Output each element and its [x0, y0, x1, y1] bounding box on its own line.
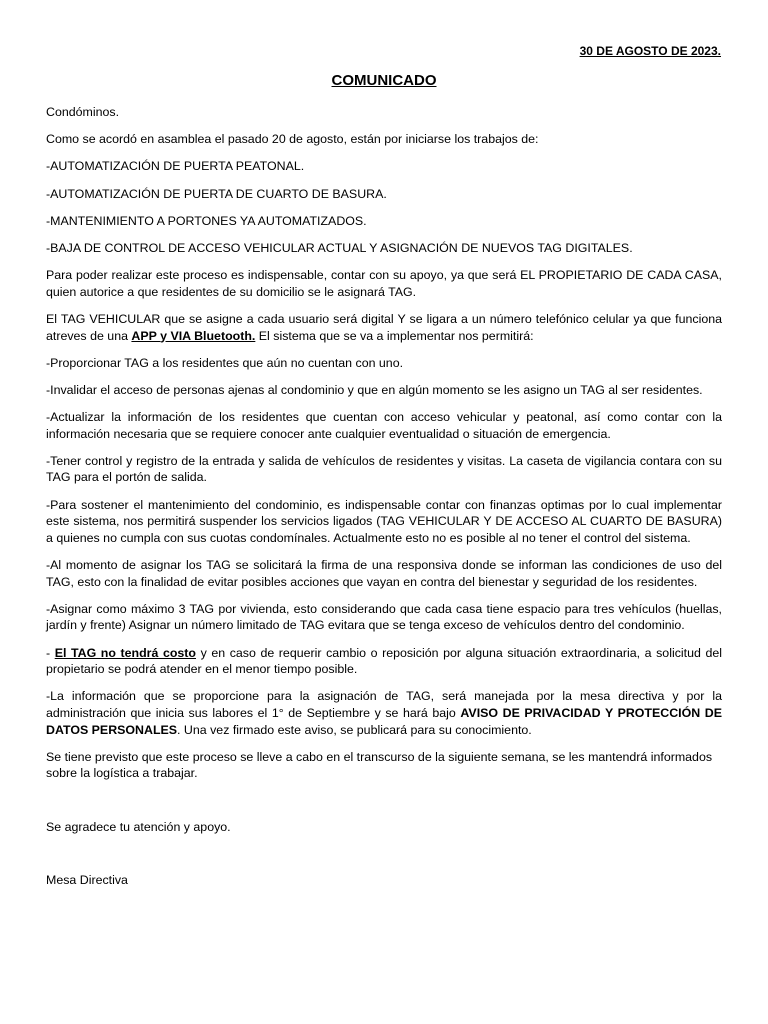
privacy-notice-emphasis: AVISO DE PRIVACIDAD Y PROTECCIÓN DE DATOS PERSONALES — [46, 705, 722, 737]
text-run: -La información que se proporcione para la asignación de TAG, será manejada por la mesa directiva y por la administración que inicia sus labores el 1° de Septiembre y se hará bajo — [46, 689, 722, 720]
work-item: -AUTOMATIZACIÓN DE PUERTA DE CUARTO DE BASURA. — [46, 186, 387, 201]
system-item: -Tener control y registro de la entrada y salida de vehículos de residentes y visitas. La caseta de vigilancia contara con su TAG para el portón de salida. — [46, 453, 722, 485]
document-date: 30 DE AGOSTO DE 2023. — [579, 44, 721, 58]
signature: Mesa Directiva — [46, 872, 128, 887]
work-item: -MANTENIMIENTO A PORTONES YA AUTOMATIZADOS. — [46, 213, 367, 228]
text-run: El sistema que se va a implementar nos permitirá: — [255, 328, 534, 343]
owner-paragraph: Para poder realizar este proceso es indispensable, contar con su apoyo, ya que será EL PROPIETARIO DE CADA CASA, quien autorice a que residentes de su domicilio se le asignará TAG. — [46, 268, 722, 299]
text-run: - — [46, 645, 55, 660]
work-item: -AUTOMATIZACIÓN DE PUERTA PEATONAL. — [46, 159, 305, 174]
text-run: El TAG VEHICULAR que se asigne a cada usuario será digital Y se ligara a un número telefónico celular ya que funciona atreves de una — [46, 311, 722, 343]
document-body — [46, 104, 722, 899]
document-title: COMUNICADO — [331, 72, 437, 89]
spacer — [46, 793, 722, 819]
text-run: . Una vez firmado este aviso, se publicará para su conocimiento. — [177, 722, 532, 737]
privacy-paragraph — [46, 688, 722, 738]
system-item: -Asignar como máximo 3 TAG por vivienda, esto considerando que cada casa tiene espacio para tres vehículos (huellas, jardín y frente) Asignar un número limitado de TAG evitara que se tenga exceso de vehículos dentro del condominio. — [46, 601, 722, 633]
no-cost-emphasis: El TAG no tendrá costo — [54, 645, 196, 660]
system-item: -Proporcionar TAG a los residentes que aún no cuentan con uno. — [46, 355, 404, 370]
closing-paragraph: Se tiene previsto que este proceso se lleve a cabo en el transcurso de la siguiente semana, se les mantendrá informados sobre la logística a trabajar. — [46, 749, 713, 781]
spacer — [46, 846, 722, 872]
system-item: -Para sostener el mantenimiento del condominio, es indispensable contar con finanzas optimas por lo cual implementar este sistema, nos permitirá suspender los servicios ligados (TAG VEHICULAR Y DE ACCESO AL CUARTO DE BASURA) a quienes no cumpla con sus cuotas condomínales. Actualmente esto no es posible al no tener el control del sistema. — [46, 497, 722, 545]
system-item: -Actualizar la información de los residentes que cuentan con acceso vehicular y peatonal, así como contar con la información necesaria que se requiere conocer ante cualquier eventualidad o situación de emergencia. — [46, 410, 722, 441]
tag-vehicular-paragraph — [46, 311, 722, 344]
greeting: Condóminos. — [46, 105, 120, 119]
cost-paragraph — [46, 645, 722, 678]
work-item: -BAJA DE CONTROL DE ACCESO VEHICULAR ACTUAL Y ASIGNACIÓN DE NUEVOS TAG DIGITALES. — [46, 240, 633, 255]
text-run: y en caso de requerir cambio o reposición por alguna situación extraordinaria, a solicitud del propietario se podrá atender en el menor tiempo posible. — [46, 645, 722, 677]
system-item: -Invalidar el acceso de personas ajenas al condominio y que en algún momento se les asigno un TAG al ser residentes. — [46, 382, 703, 397]
thanks-line: Se agradece tu atención y apoyo. — [46, 819, 231, 834]
intro-paragraph: Como se acordó en asamblea el pasado 20 de agosto, están por iniciarse los trabajos de: — [46, 132, 539, 147]
system-item: -Al momento de asignar los TAG se solicitará la firma de una responsiva donde se informan las condiciones de uso del TAG, esto con la finalidad de evitar posibles acciones que vayan en contra del bienestar y seguridad de los residentes. — [46, 558, 722, 589]
app-bluetooth-emphasis: APP y VIA Bluetooth. — [131, 328, 256, 343]
